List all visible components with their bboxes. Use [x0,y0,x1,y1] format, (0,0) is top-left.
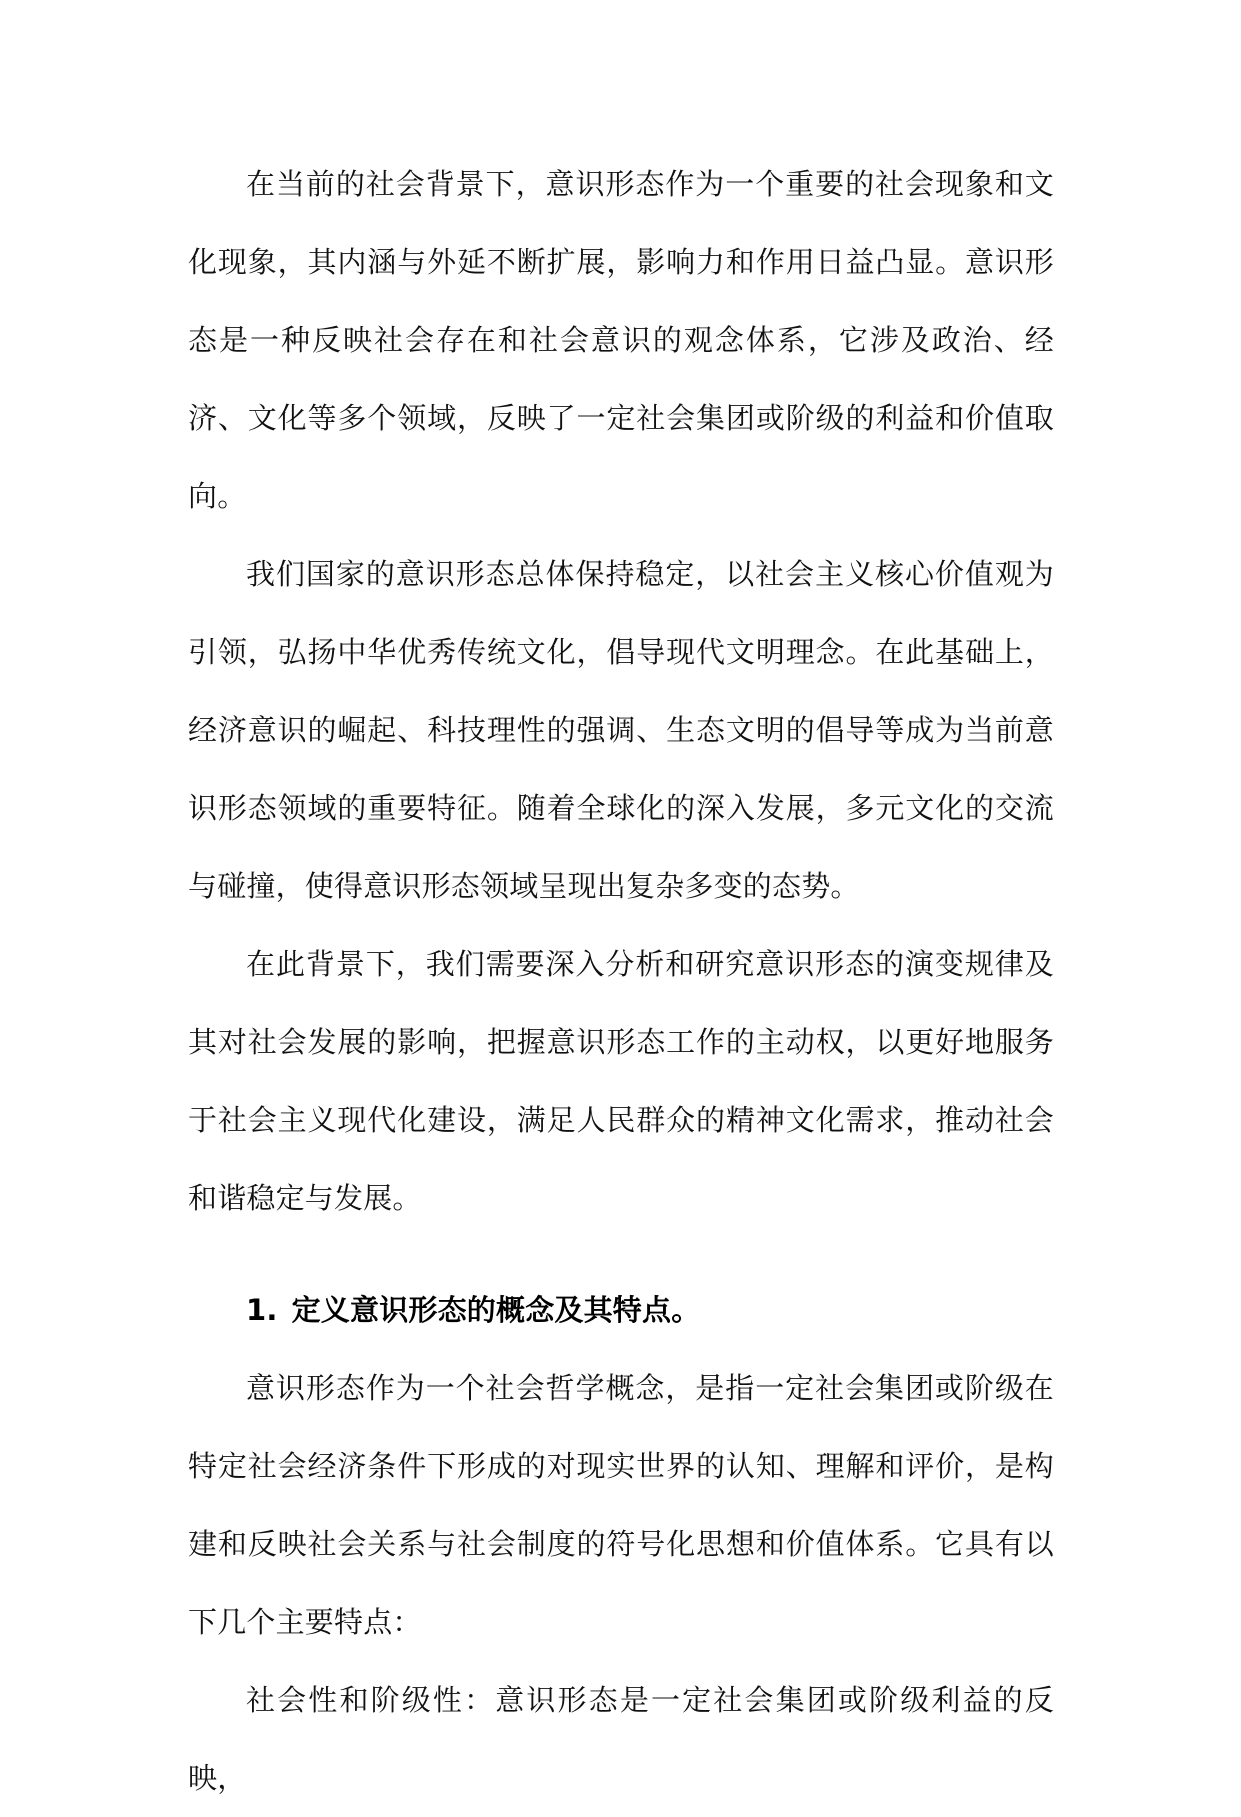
section-paragraph-1: 意识形态作为一个社会哲学概念，是指一定社会集团或阶级在特定社会经济条件下形成的对现实世界的认知、理解和评价，是构建和反映社会关系与社会制度的符号化思想和价值体系。它具有以下几个主要特点： [188,1371,1054,1639]
section-paragraph-2: 社会性和阶级性：意识形态是一定社会集团或阶级利益的反映， [188,1683,1054,1795]
section-number: 1. [246,1293,278,1327]
section-heading [188,1271,1054,1349]
intro-paragraph-1: 在当前的社会背景下，意识形态作为一个重要的社会现象和文化现象，其内涵与外延不断扩展，影响力和作用日益凸显。意识形态是一种反映社会存在和社会意识的观念体系，它涉及政治、经济、文化等多个领域，反映了一定社会集团或阶级的利益和价值取向。 [188,167,1054,513]
section-title: 定义意识形态的概念及其特点。 [291,1293,701,1327]
document-body [188,145,1054,1817]
intro-paragraph-2: 我们国家的意识形态总体保持稳定，以社会主义核心价值观为引领，弘扬中华优秀传统文化，倡导现代文明理念。在此基础上，经济意识的崛起、科技理性的强调、生态文明的倡导等成为当前意识形态领域的重要特征。随着全球化的深入发展，多元文化的交流与碰撞，使得意识形态领域呈现出复杂多变的态势。 [188,557,1054,903]
intro-paragraph-3: 在此背景下，我们需要深入分析和研究意识形态的演变规律及其对社会发展的影响，把握意识形态工作的主动权，以更好地服务于社会主义现代化建设，满足人民群众的精神文化需求，推动社会和谐稳定与发展。 [188,947,1054,1215]
